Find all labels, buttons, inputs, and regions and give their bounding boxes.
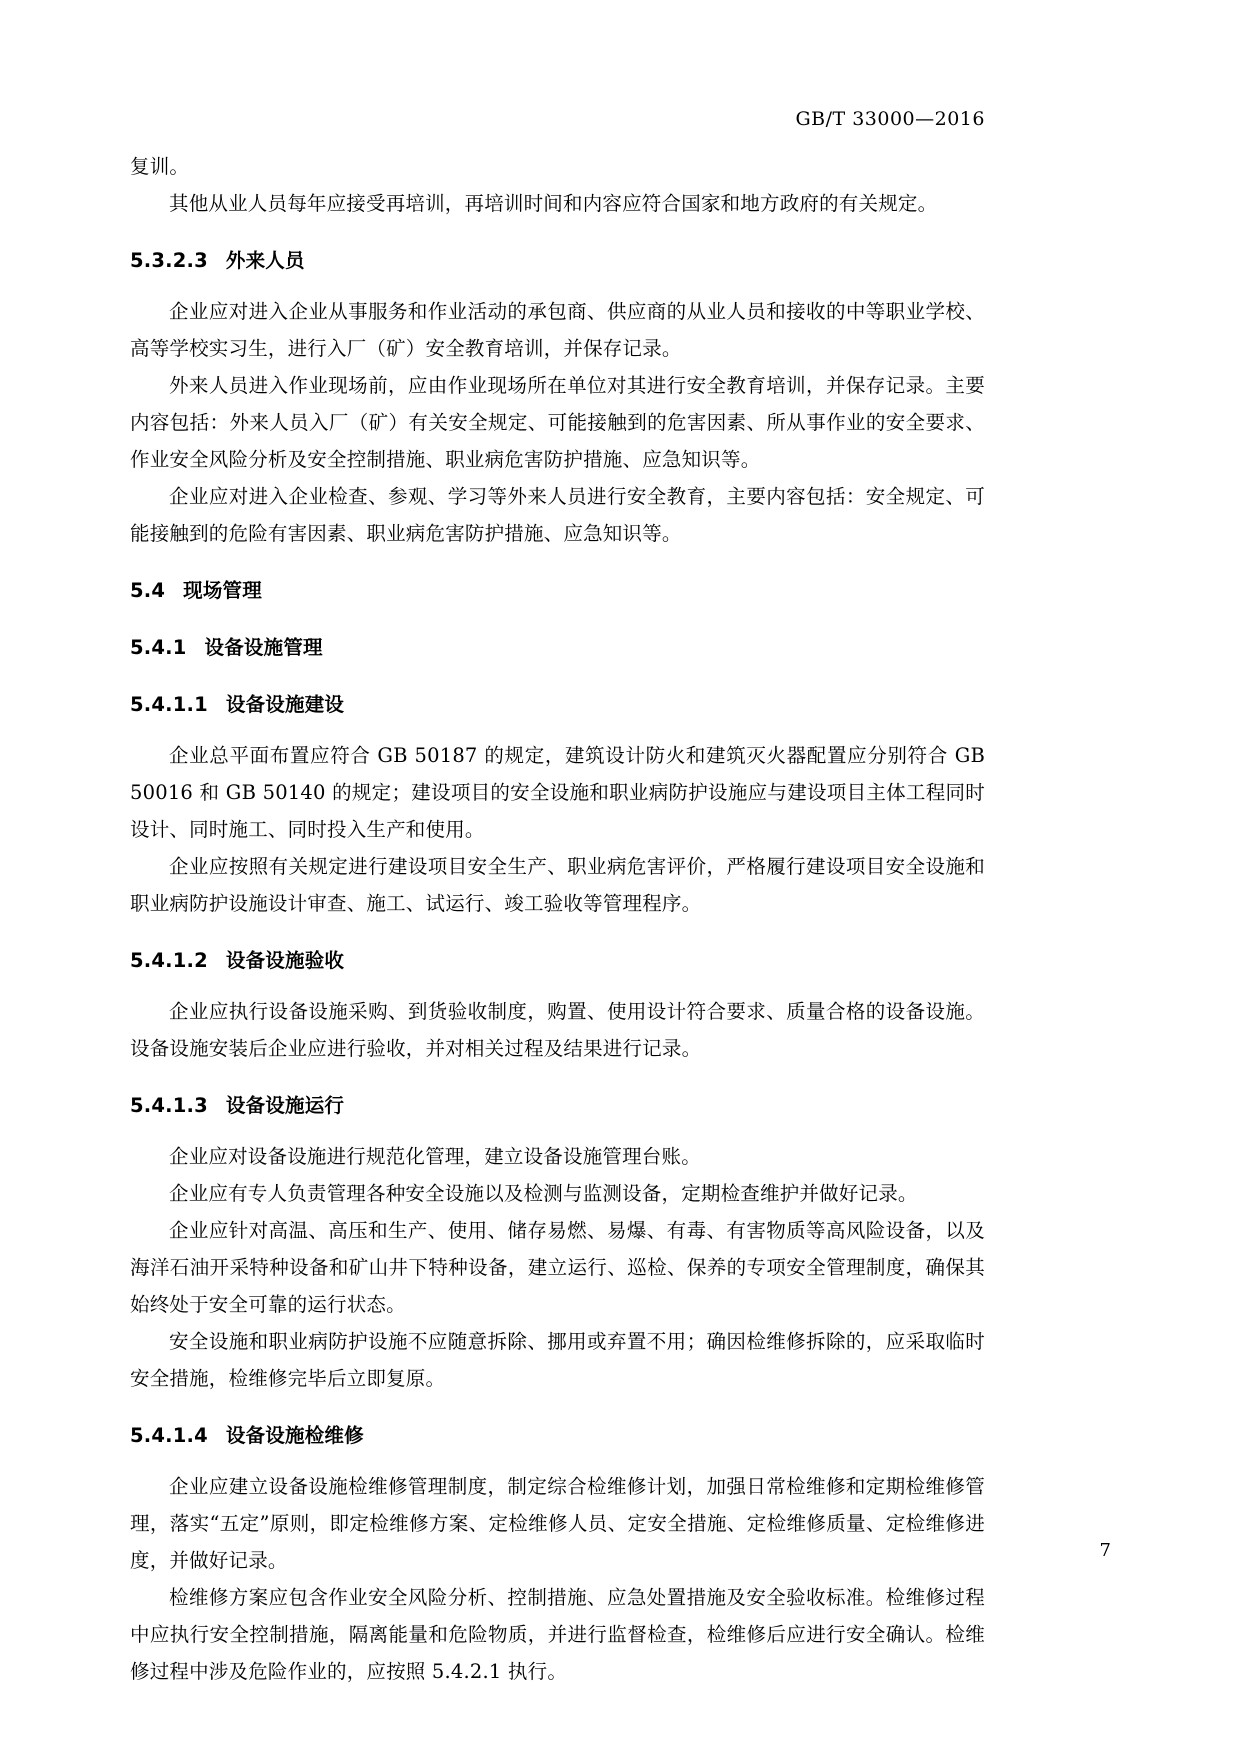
heading-5-4-1-number: 5.4.1 (130, 636, 187, 659)
paragraph-5-4-1-2-1: 企业应执行设备设施采购、到货验收制度，购置、使用设计符合要求、质量合格的设备设施。设备设施安装后企业应进行验收，并对相关过程及结果进行记录。 (130, 1000, 985, 1060)
heading-5-4-number: 5.4 (130, 579, 166, 602)
spacer (130, 922, 985, 942)
heading-5-4-1-2-title: 设备设施验收 (225, 949, 345, 972)
paragraph-5-4-1-4-2: 检维修方案应包含作业安全风险分析、控制措施、应急处置措施及安全验收标准。检维修过程中应执行安全控制措施，隔离能量和危险物质，并进行监督检查，检维修后应进行安全确认。检维修过程中涉及危险作业的，应按照 5.4.2.1 执行。 (130, 1586, 985, 1683)
paragraph-5-4-1-1-1: 企业总平面布置应符合 GB 50187 的规定，建筑设计防火和建筑灭火器配置应分别符合 GB 50016 和 GB 50140 的规定；建设项目的安全设施和职业病防护设施应与建设项目主体工程同时设计、同时施工、同时投入生产和使用。 (130, 744, 985, 841)
spacer (130, 279, 985, 293)
paragraph-5-4-1-3-2: 企业应有专人负责管理各种安全设施以及检测与监测设备，定期检查维护并做好记录。 (169, 1182, 918, 1205)
heading-5-4 (130, 572, 985, 609)
page-header (130, 108, 985, 148)
spacer (130, 1067, 985, 1087)
heading-5-4-1-4-title: 设备设施检维修 (225, 1424, 364, 1447)
heading-5-4-1-1-number: 5.4.1.1 (130, 693, 208, 716)
paragraph-5-4-1-3-1: 企业应对设备设施进行规范化管理，建立设备设施管理台账。 (169, 1145, 701, 1168)
heading-5-4-1-3 (130, 1087, 985, 1124)
spacer (130, 1124, 985, 1138)
heading-5-4-1-title: 设备设施管理 (204, 636, 323, 659)
heading-5-4-1-2-number: 5.4.1.2 (130, 949, 208, 972)
heading-5-4-1-2 (130, 942, 985, 979)
standard-code: GB/T 33000—2016 (795, 108, 985, 130)
paragraph-5-4-1-1-2: 企业应按照有关规定进行建设项目安全生产、职业病危害评价，严格履行建设项目安全设施和职业病防护设施设计审查、施工、试运行、竣工验收等管理程序。 (130, 855, 985, 915)
spacer (130, 723, 985, 737)
spacer (130, 1454, 985, 1468)
heading-5-3-2-3-title: 外来人员 (225, 249, 305, 272)
heading-5-4-1-4 (130, 1417, 985, 1454)
page-content (130, 108, 985, 1690)
heading-5-4-1-4-number: 5.4.1.4 (130, 1424, 208, 1447)
heading-5-3-2-3-number: 5.3.2.3 (130, 249, 208, 272)
spacer (130, 666, 985, 686)
heading-5-4-1-1 (130, 686, 985, 723)
heading-5-4-1-3-title: 设备设施运行 (225, 1094, 345, 1117)
spacer (130, 979, 985, 993)
paragraph-5-3-2-3-1: 企业应对进入企业从事服务和作业活动的承包商、供应商的从业人员和接收的中等职业学校、高等学校实习生，进行入厂（矿）安全教育培训，并保存记录。 (130, 300, 985, 360)
page-number: 7 (1099, 1540, 1111, 1561)
spacer (130, 222, 985, 242)
paragraph-other-staff: 其他从业人员每年应接受再培训，再培训时间和内容应符合国家和地方政府的有关规定。 (169, 192, 938, 215)
heading-5-4-title: 现场管理 (183, 579, 262, 602)
paragraph-5-4-1-3-4: 安全设施和职业病防护设施不应随意拆除、挪用或弃置不用；确因检维修拆除的，应采取临时安全措施，检维修完毕后立即复原。 (130, 1330, 985, 1390)
paragraph-5-4-1-3-3: 企业应针对高温、高压和生产、使用、储存易燃、易爆、有毒、有害物质等高风险设备，以及海洋石油开采特种设备和矿山井下特种设备，建立运行、巡检、保养的专项安全管理制度，确保其始终处于安全可靠的运行状态。 (130, 1219, 985, 1316)
heading-5-4-1-3-number: 5.4.1.3 (130, 1094, 208, 1117)
paragraph-5-4-1-4-1: 企业应建立设备设施检维修管理制度，制定综合检维修计划，加强日常检维修和定期检维修管理，落实“五定”原则，即定检维修方案、定检维修人员、定安全措施、定检维修质量、定检维修进度，并做好记录。 (130, 1475, 985, 1572)
spacer (130, 552, 985, 572)
heading-5-3-2-3 (130, 242, 985, 279)
paragraph-fuxun: 复训。 (130, 155, 190, 178)
spacer (130, 609, 985, 629)
spacer (130, 1397, 985, 1417)
paragraph-5-3-2-3-3: 企业应对进入企业检查、参观、学习等外来人员进行安全教育，主要内容包括：安全规定、可能接触到的危险有害因素、职业病危害防护措施、应急知识等。 (130, 485, 985, 545)
heading-5-4-1-1-title: 设备设施建设 (225, 693, 345, 716)
heading-5-4-1 (130, 629, 985, 666)
paragraph-5-3-2-3-2: 外来人员进入作业现场前，应由作业现场所在单位对其进行安全教育培训，并保存记录。主要内容包括：外来人员入厂（矿）有关安全规定、可能接触到的危害因素、所从事作业的安全要求、作业安全风险分析及安全控制措施、职业病危害防护措施、应急知识等。 (130, 374, 985, 471)
